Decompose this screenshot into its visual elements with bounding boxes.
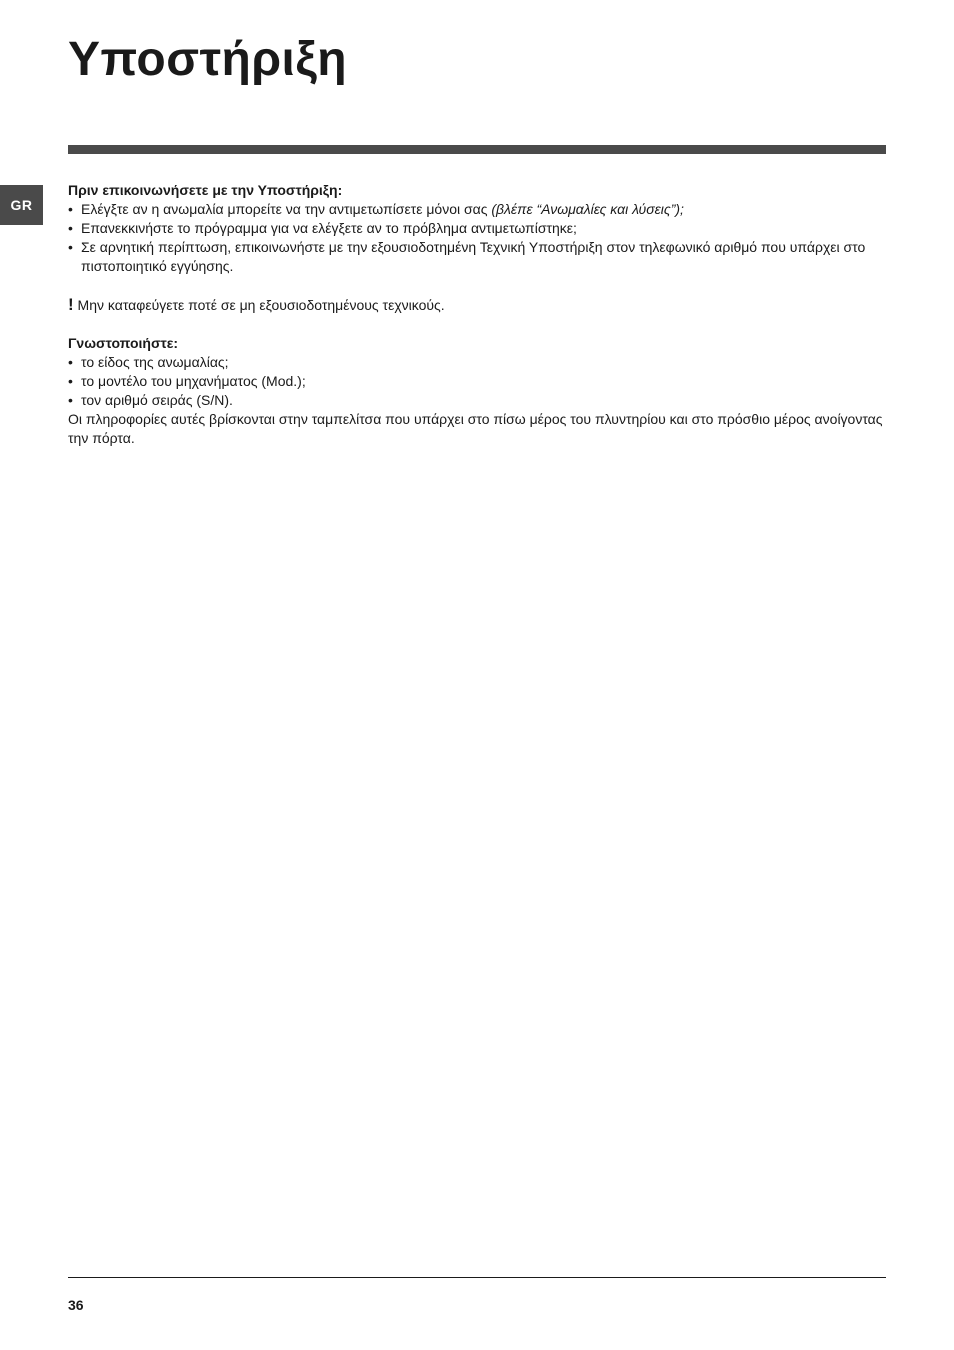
exclamation-icon: ! — [68, 295, 74, 314]
support-content — [68, 181, 886, 448]
before-contact-list — [68, 200, 886, 276]
list-item: • τον αριθμό σειράς (S/N). — [68, 391, 886, 410]
list-item: • Επανεκκινήστε το πρόγραμμα για να ελέγξετε αν το πρόβλημα αντιμετωπίστηκε; — [68, 219, 886, 238]
title-divider — [68, 145, 886, 154]
list-item-text: Ελέγξτε αν η ανωμαλία μπορείτε να την αντιμετωπίσετε μόνοι σας — [81, 201, 492, 217]
list-item — [68, 200, 886, 219]
inform-heading: Γνωστοποιήστε: — [68, 335, 179, 351]
page-title: Υποστήριξη — [68, 33, 348, 86]
warning-text: Μην καταφεύγετε ποτέ σε μη εξουσιοδοτημένους τεχνικούς. — [73, 297, 445, 313]
language-tab: GR — [0, 185, 43, 225]
info-location-note: Οι πληροφορίες αυτές βρίσκονται στην ταμπελίτσα που υπάρχει στο πίσω μέρος του πλυντηρίου και στο πρόσθιο μέρος ανοίγοντας την πόρτα. — [68, 411, 883, 446]
list-item: • το είδος της ανωμαλίας; — [68, 353, 886, 372]
cross-reference: (βλέπε “Ανωμαλίες και λύσεις”); — [491, 201, 684, 217]
before-contact-heading: Πριν επικοινωνήσετε με την Υποστήριξη: — [68, 182, 343, 198]
list-item: • Σε αρνητική περίπτωση, επικοινωνήστε με την εξουσιοδοτημένη Τεχνική Υποστήριξη στον τηλεφωνικό αριθμό που υπάρχει στο πιστοποιητικό εγγύησης. — [68, 238, 886, 276]
page-number: 36 — [68, 1297, 84, 1313]
warning-note — [68, 295, 886, 315]
list-item: • το μοντέλο του μηχανήματος (Mod.); — [68, 372, 886, 391]
inform-list — [68, 353, 886, 410]
footer-divider — [68, 1277, 886, 1278]
